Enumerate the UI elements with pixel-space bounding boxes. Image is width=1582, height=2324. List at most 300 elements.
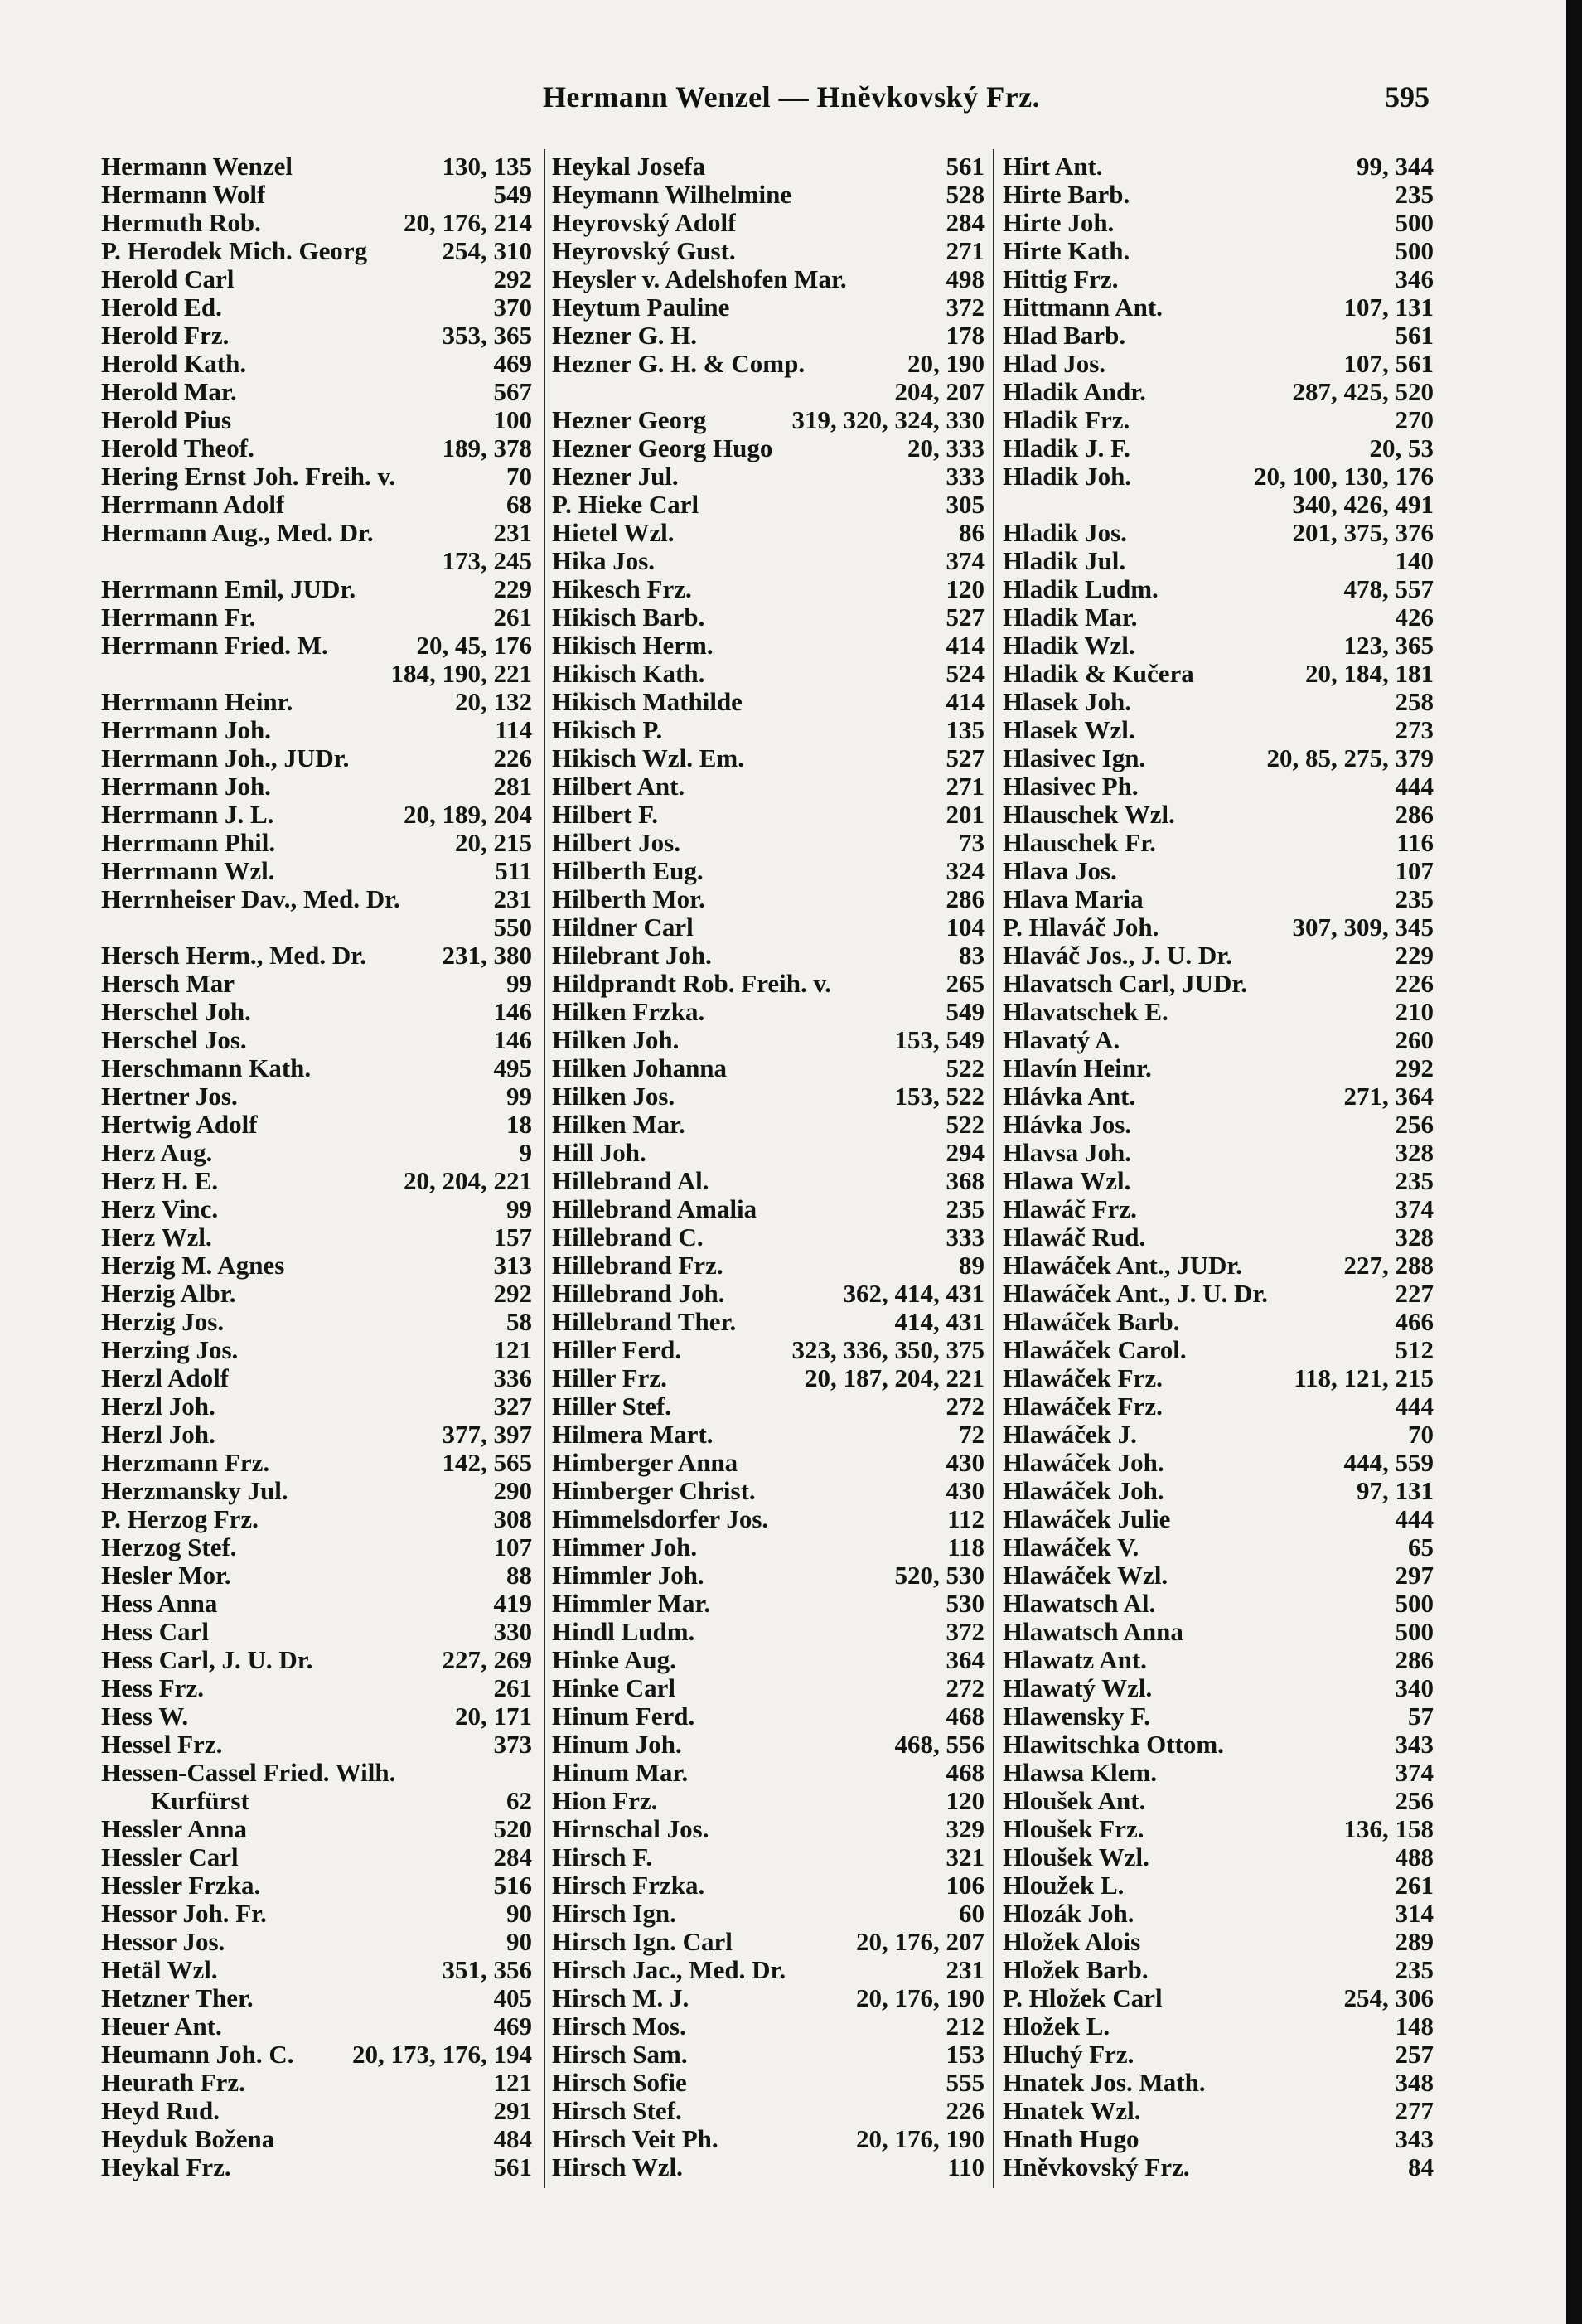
entry-pages: 20, 53	[1369, 433, 1434, 462]
entry-name: Herrmann Phil.	[101, 829, 276, 857]
entry-pages: 291	[493, 2096, 532, 2125]
entry-name: Hillebrand Amalia	[552, 1195, 757, 1223]
index-entry	[552, 237, 985, 265]
entry-pages: 405	[493, 1983, 532, 2012]
entry-pages: 567	[493, 377, 532, 406]
index-entry	[552, 1702, 985, 1731]
index-entry	[1003, 1759, 1434, 1787]
entry-pages: 189, 378	[442, 433, 532, 462]
entry-name: Hlávka Jos.	[1003, 1111, 1132, 1139]
entry-pages: 153, 522	[894, 1082, 985, 1111]
index-column-2	[552, 153, 985, 2181]
index-entry	[552, 716, 985, 744]
index-entry	[101, 688, 532, 716]
entry-pages: 146	[493, 997, 532, 1026]
entry-name: Herzig M. Agnes	[101, 1252, 285, 1280]
scan-border	[1566, 0, 1582, 2324]
entry-pages: 368	[946, 1166, 985, 1195]
index-entry	[552, 1280, 985, 1308]
entry-name: Herold Carl	[101, 265, 235, 293]
index-entry	[552, 181, 985, 209]
entry-name: Herold Mar.	[101, 378, 237, 406]
entry-pages: 72	[959, 1420, 985, 1449]
entry-pages: 372	[946, 1617, 985, 1646]
entry-pages: 414	[946, 687, 985, 716]
index-entry	[101, 998, 532, 1026]
entry-pages: 550	[493, 913, 532, 942]
entry-name: Hess Carl, J. U. Dr.	[101, 1646, 313, 1674]
entry-name: Hlava Jos.	[1003, 857, 1117, 885]
entry-name: Hloužek L.	[1003, 1871, 1125, 1900]
entry-pages: 118	[947, 1532, 985, 1561]
entry-name: Hirsch Frzka.	[552, 1871, 705, 1900]
entry-name: Hirsch Mos.	[552, 2012, 686, 2041]
entry-pages: 153, 549	[894, 1025, 985, 1054]
index-entry	[1003, 1618, 1434, 1646]
entry-pages: 123, 365	[1343, 631, 1434, 660]
index-entry	[101, 575, 532, 603]
entry-pages: 419	[493, 1589, 532, 1618]
entry-name: Hlawáč Frz.	[1003, 1195, 1137, 1223]
index-entry	[552, 1449, 985, 1477]
entry-name: Hirsch Sofie	[552, 2069, 687, 2097]
entry-name: Hladik J. F.	[1003, 434, 1130, 462]
entry-pages: 374	[946, 546, 985, 575]
entry-pages: 324	[946, 856, 985, 885]
entry-pages: 146	[493, 1025, 532, 1054]
entry-pages: 178	[946, 321, 985, 350]
entry-name: Hietel Wzl.	[552, 519, 675, 547]
entry-pages: 86	[959, 518, 985, 547]
entry-name: Heuer Ant.	[101, 2012, 222, 2041]
index-entry	[101, 1956, 532, 1984]
entry-pages: 340, 426, 491	[1292, 490, 1434, 519]
index-entry	[1003, 1139, 1434, 1167]
index-entry	[552, 744, 985, 772]
index-entry	[101, 293, 532, 322]
entry-pages: 140	[1395, 546, 1434, 575]
entry-name: Hlauschek Wzl.	[1003, 801, 1175, 829]
index-entry	[101, 1082, 532, 1111]
index-entry	[1003, 1702, 1434, 1731]
column-divider	[544, 149, 545, 2188]
entry-name: Hinum Ferd.	[552, 1702, 695, 1731]
entry-pages: 549	[946, 997, 985, 1026]
entry-name: Hirsch Ign. Carl	[552, 1928, 733, 1956]
entry-name: Hlasek Wzl.	[1003, 716, 1135, 744]
entry-pages: 297	[1395, 1561, 1434, 1590]
entry-name: Herrmann J. L.	[101, 801, 274, 829]
index-entry	[1003, 885, 1434, 913]
entry-pages: 287, 425, 520	[1292, 377, 1434, 406]
entry-name: Hirte Joh.	[1003, 209, 1115, 237]
entry-name: Hlawáček Carol.	[1003, 1336, 1187, 1364]
running-header	[0, 80, 1566, 121]
index-entry	[552, 462, 985, 491]
entry-pages: 511	[495, 856, 532, 885]
index-entry	[552, 772, 985, 801]
entry-name: Hlavín Heinr.	[1003, 1054, 1152, 1082]
index-entry	[552, 2012, 985, 2041]
entry-name: Hess Frz.	[101, 1674, 204, 1702]
entry-pages: 88	[506, 1561, 532, 1590]
entry-name: P. Herzog Frz.	[101, 1505, 259, 1533]
entry-pages: 231	[946, 1955, 985, 1984]
entry-pages: 114	[495, 715, 532, 744]
entry-pages: 20, 176, 214	[404, 208, 532, 237]
entry-name: Hlawáček J.	[1003, 1421, 1137, 1449]
entry-pages: 333	[946, 462, 985, 491]
entry-name: Hersch Herm., Med. Dr.	[101, 942, 366, 970]
page-title: Hermann Wenzel — Hněvkovský Frz.	[542, 80, 1041, 114]
entry-pages: 20, 176, 190	[856, 1983, 985, 2012]
entry-pages: 289	[1395, 1927, 1434, 1956]
index-entry	[552, 1223, 985, 1252]
index-entry	[1003, 350, 1434, 378]
entry-name: Hiller Frz.	[552, 1364, 667, 1392]
index-entry	[1003, 1336, 1434, 1364]
entry-name: Hezner Georg Hugo	[552, 434, 773, 462]
index-entry	[552, 1928, 985, 1956]
entry-pages: 110	[947, 2152, 985, 2181]
index-entry	[101, 462, 532, 491]
entry-pages: 561	[493, 2152, 532, 2181]
entry-name: Hezner Georg	[552, 406, 707, 434]
entry-pages: 272	[946, 1673, 985, 1702]
entry-name: Hložek Alois	[1003, 1928, 1141, 1956]
index-entry	[1003, 801, 1434, 829]
index-entry	[101, 1421, 532, 1449]
page-number: 595	[1385, 80, 1430, 114]
index-entry	[1003, 632, 1434, 660]
index-entry	[101, 1026, 532, 1054]
entry-name: Hlawáček Frz.	[1003, 1392, 1163, 1421]
entry-pages: 231, 380	[442, 941, 532, 970]
index-entry	[101, 772, 532, 801]
index-entry	[552, 491, 985, 519]
entry-name: Herz Vinc.	[101, 1195, 219, 1223]
entry-name: Hikisch Kath.	[552, 660, 705, 688]
index-entry	[552, 1871, 985, 1900]
entry-pages: 319, 320, 324, 330	[791, 405, 985, 434]
entry-pages: 256	[1395, 1786, 1434, 1815]
index-entry	[1003, 181, 1434, 209]
entry-name: Hlawáček Joh.	[1003, 1477, 1164, 1505]
entry-name: Hložek L.	[1003, 2012, 1110, 2041]
entry-name: Heykal Josefa	[552, 153, 706, 181]
index-entry	[1003, 913, 1434, 942]
entry-pages: 333	[946, 1223, 985, 1252]
entry-pages: 73	[959, 828, 985, 857]
entry-pages: 201	[946, 800, 985, 829]
index-entry	[552, 801, 985, 829]
index-entry	[1003, 1392, 1434, 1421]
index-entry	[552, 1392, 985, 1421]
entry-name: Herzig Jos.	[101, 1308, 225, 1336]
entry-pages: 261	[493, 1673, 532, 1702]
entry-pages: 555	[946, 2068, 985, 2097]
index-entry	[101, 970, 532, 998]
index-entry	[101, 632, 532, 660]
entry-pages: 70	[506, 462, 532, 491]
entry-name: Hluchý Frz.	[1003, 2041, 1134, 2069]
index-entry	[101, 1308, 532, 1336]
index-entry	[101, 1054, 532, 1082]
entry-name: Herzl Joh.	[101, 1392, 215, 1421]
index-entry	[552, 434, 985, 462]
entry-pages: 231	[493, 518, 532, 547]
index-entry	[552, 575, 985, 603]
index-entry	[101, 1167, 532, 1195]
entry-name: Hetäl Wzl.	[101, 1956, 218, 1984]
entry-name: Hillebrand Ther.	[552, 1308, 737, 1336]
index-entry	[1003, 237, 1434, 265]
entry-pages: 226	[493, 743, 532, 772]
entry-name: Hildprandt Rob. Freih. v.	[552, 970, 832, 998]
index-entry	[1003, 744, 1434, 772]
entry-name: Hlawáč Rud.	[1003, 1223, 1146, 1252]
entry-name: Hillebrand C.	[552, 1223, 704, 1252]
entry-name: Hlawa Wzl.	[1003, 1167, 1131, 1195]
entry-pages: 305	[946, 490, 985, 519]
index-entry	[1003, 378, 1434, 406]
entry-name: Hirnschal Jos.	[552, 1815, 709, 1843]
index-entry	[1003, 462, 1434, 491]
index-entry	[101, 1618, 532, 1646]
entry-pages: 235	[946, 1194, 985, 1223]
entry-name: Hessler Anna	[101, 1815, 247, 1843]
entry-pages: 294	[946, 1138, 985, 1167]
entry-pages: 97, 131	[1357, 1476, 1434, 1505]
entry-name: Hermann Wolf	[101, 181, 266, 209]
index-entry	[1003, 406, 1434, 434]
entry-name: Hittig Frz.	[1003, 265, 1119, 293]
index-entry	[1003, 603, 1434, 632]
entry-pages: 20, 189, 204	[404, 800, 532, 829]
index-entry	[1003, 998, 1434, 1026]
entry-name: Hertner Jos.	[101, 1082, 238, 1111]
entry-name: Hilken Joh.	[552, 1026, 680, 1054]
index-entry	[552, 1815, 985, 1843]
entry-name: Hladik Wzl.	[1003, 632, 1135, 660]
index-entry	[552, 970, 985, 998]
index-entry	[1003, 491, 1434, 519]
entry-pages: 281	[493, 772, 532, 801]
index-entry	[1003, 519, 1434, 547]
entry-name: Herrmann Joh.	[101, 716, 271, 744]
entry-pages: 444	[1395, 1392, 1434, 1421]
index-entry	[552, 1646, 985, 1674]
index-entry	[552, 1336, 985, 1364]
index-entry	[1003, 322, 1434, 350]
entry-pages: 20, 184, 181	[1305, 659, 1434, 688]
entry-pages: 500	[1395, 1617, 1434, 1646]
entry-name: Hladik Andr.	[1003, 378, 1146, 406]
index-entry	[101, 1561, 532, 1590]
index-entry	[1003, 1195, 1434, 1223]
entry-pages: 89	[959, 1251, 985, 1280]
entry-pages: 468	[946, 1758, 985, 1787]
entry-name: Hirt Ant.	[1003, 153, 1103, 181]
entry-pages: 120	[946, 574, 985, 603]
entry-pages: 62	[506, 1786, 532, 1815]
entry-pages: 314	[1395, 1899, 1434, 1928]
entry-pages: 261	[1395, 1871, 1434, 1900]
entry-pages: 265	[946, 969, 985, 998]
index-entry	[101, 801, 532, 829]
entry-name: Herrmann Adolf	[101, 491, 285, 519]
entry-name: Hetzner Ther.	[101, 1984, 254, 2012]
entry-name: Hlavsa Joh.	[1003, 1139, 1132, 1167]
entry-pages: 121	[493, 1335, 532, 1364]
entry-name: Herz H. E.	[101, 1167, 219, 1195]
index-entry	[101, 1787, 532, 1815]
entry-pages: 20, 204, 221	[404, 1166, 532, 1195]
index-entry	[1003, 1787, 1434, 1815]
entry-name: Hlaváč Jos., J. U. Dr.	[1003, 942, 1232, 970]
entry-name: Hlavatschek E.	[1003, 998, 1168, 1026]
entry-name: Hlawáček V.	[1003, 1533, 1139, 1561]
entry-pages: 498	[946, 264, 985, 293]
entry-pages: 286	[1395, 800, 1434, 829]
entry-name: Hlavatsch Carl, JUDr.	[1003, 970, 1248, 998]
entry-pages: 212	[946, 2012, 985, 2041]
entry-name: Hirsch Stef.	[552, 2097, 682, 2125]
index-entry	[552, 265, 985, 293]
entry-pages: 516	[493, 1871, 532, 1900]
entry-name: Kurfürst	[151, 1787, 249, 1815]
entry-name: Hnath Hugo	[1003, 2125, 1139, 2153]
entry-name: Hirsch Sam.	[552, 2041, 688, 2069]
entry-pages: 524	[946, 659, 985, 688]
entry-name: Hnatek Wzl.	[1003, 2097, 1141, 2125]
entry-name: Hlawatsch Al.	[1003, 1590, 1156, 1618]
index-entry	[1003, 1505, 1434, 1533]
entry-name: Herzog Stef.	[101, 1533, 237, 1561]
index-entry	[1003, 1421, 1434, 1449]
index-entry	[552, 1139, 985, 1167]
entry-name: Hittmann Ant.	[1003, 293, 1163, 322]
index-entry	[101, 1392, 532, 1421]
entry-name: Hikisch Barb.	[552, 603, 705, 632]
entry-pages: 226	[1395, 969, 1434, 998]
entry-pages: 229	[493, 574, 532, 603]
entry-pages: 68	[506, 490, 532, 519]
index-entry	[1003, 942, 1434, 970]
index-entry	[101, 660, 532, 688]
entry-pages: 18	[506, 1110, 532, 1139]
entry-pages: 370	[493, 293, 532, 322]
index-entry	[101, 1364, 532, 1392]
entry-pages: 561	[946, 152, 985, 181]
entry-pages: 120	[946, 1786, 985, 1815]
index-entry	[1003, 1364, 1434, 1392]
index-entry	[101, 406, 532, 434]
index-entry	[1003, 1280, 1434, 1308]
index-entry	[101, 237, 532, 265]
entry-pages: 327	[493, 1392, 532, 1421]
entry-pages: 135	[946, 715, 985, 744]
index-entry	[552, 1195, 985, 1223]
index-entry	[101, 829, 532, 857]
entry-name: Herzl Adolf	[101, 1364, 230, 1392]
entry-pages: 260	[1395, 1025, 1434, 1054]
entry-pages: 235	[1395, 884, 1434, 913]
index-entry	[1003, 293, 1434, 322]
index-entry	[552, 2097, 985, 2125]
index-entry	[101, 2125, 532, 2153]
entry-pages: 254, 310	[442, 236, 532, 265]
entry-name: Heumann Joh. C.	[101, 2041, 294, 2069]
entry-pages: 290	[493, 1476, 532, 1505]
index-entry	[1003, 2069, 1434, 2097]
entry-pages: 20, 176, 207	[856, 1927, 985, 1956]
entry-name: Hikisch Wzl. Em.	[552, 744, 744, 772]
entry-pages: 284	[493, 1842, 532, 1871]
index-entry	[552, 2041, 985, 2069]
entry-pages: 83	[959, 941, 985, 970]
entry-name: Hlasivec Ph.	[1003, 772, 1139, 801]
entry-name: Hikesch Frz.	[552, 575, 692, 603]
entry-name: Hezner G. H. & Comp.	[552, 350, 806, 378]
entry-name: Hermann Aug., Med. Dr.	[101, 519, 374, 547]
entry-name: Hirsch Wzl.	[552, 2153, 683, 2181]
entry-pages: 377, 397	[442, 1420, 532, 1449]
index-entry	[552, 1082, 985, 1111]
entry-pages: 336	[493, 1363, 532, 1392]
index-entry	[101, 1280, 532, 1308]
entry-name: Hirsch Ign.	[552, 1900, 676, 1928]
index-entry	[1003, 1900, 1434, 1928]
entry-name: Herrnheiser Dav., Med. Dr.	[101, 885, 400, 913]
index-entry	[101, 744, 532, 772]
index-entry	[1003, 660, 1434, 688]
entry-name: Herschel Jos.	[101, 1026, 247, 1054]
entry-name: Hika Jos.	[552, 547, 656, 575]
index-entry	[1003, 1026, 1434, 1054]
entry-pages: 272	[946, 1392, 985, 1421]
entry-name: Heyd Rud.	[101, 2097, 220, 2125]
entry-name: Hessler Carl	[101, 1843, 239, 1871]
entry-pages: 60	[959, 1899, 985, 1928]
entry-pages: 500	[1395, 236, 1434, 265]
entry-pages: 90	[506, 1927, 532, 1956]
index-entry	[1003, 265, 1434, 293]
entry-pages: 235	[1395, 180, 1434, 209]
entry-name: Herzmann Frz.	[101, 1449, 270, 1477]
entry-name: Heyrovský Adolf	[552, 209, 737, 237]
entry-name: Hermann Wenzel	[101, 153, 293, 181]
index-entry	[101, 1702, 532, 1731]
entry-pages: 500	[1395, 208, 1434, 237]
index-entry	[552, 1111, 985, 1139]
entry-name: Hlawatsch Anna	[1003, 1618, 1183, 1646]
entry-name: Hinke Aug.	[552, 1646, 676, 1674]
index-entry	[552, 1984, 985, 2012]
index-entry	[552, 2153, 985, 2181]
entry-pages: 522	[946, 1053, 985, 1082]
entry-name: Herzl Joh.	[101, 1421, 215, 1449]
entry-pages: 153	[946, 2040, 985, 2069]
entry-pages: 292	[493, 264, 532, 293]
index-entry	[552, 1674, 985, 1702]
entry-name: Hirsch M. J.	[552, 1984, 689, 2012]
entry-name: Herrmann Emil, JUDr.	[101, 575, 356, 603]
entry-pages: 271	[946, 236, 985, 265]
index-entry	[1003, 1111, 1434, 1139]
entry-pages: 227	[1395, 1279, 1434, 1308]
entry-pages: 284	[946, 208, 985, 237]
